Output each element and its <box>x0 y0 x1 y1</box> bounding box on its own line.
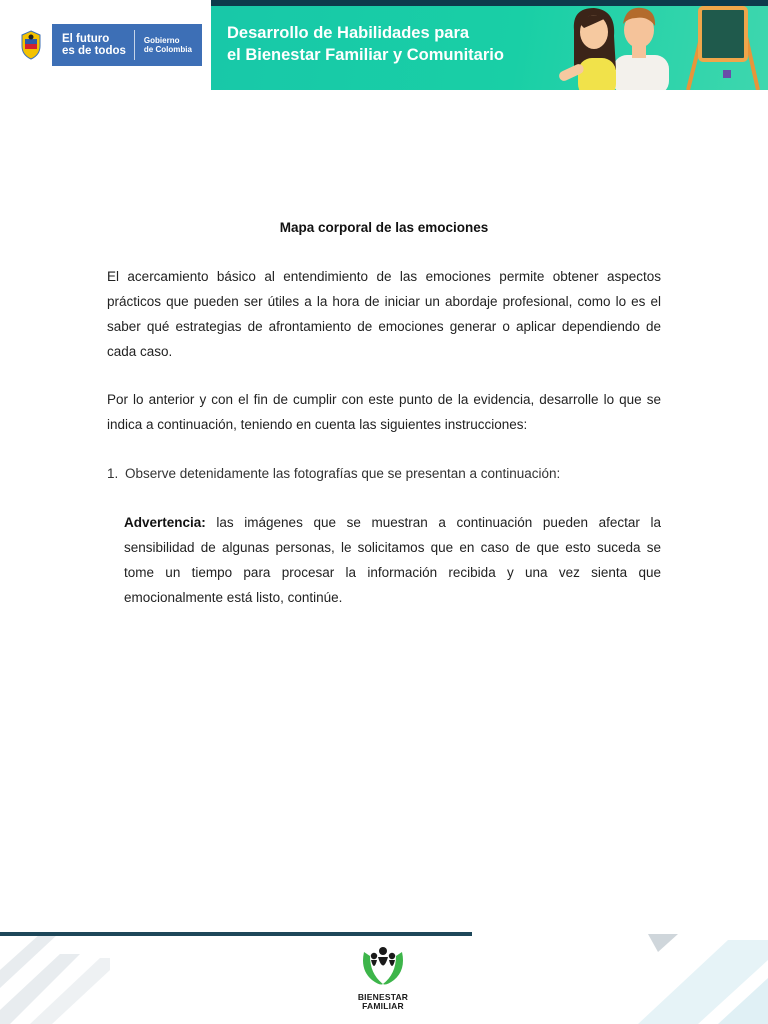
coat-of-arms-icon <box>10 24 52 66</box>
footer-left-decoration-icon <box>0 930 110 1024</box>
government-logo <box>10 24 202 66</box>
footer-line <box>0 932 472 936</box>
warning-paragraph <box>124 510 661 610</box>
warning-text: las imágenes que se muestran a continuación pueden afectar la sensibilidad de algunas personas, le solicitamos que en caso de que esto suceda se tome un tiempo para procesar la información recibida y una vez sienta que emocionalmente está listo, continúe. <box>124 515 661 605</box>
footer-right-decoration-icon <box>638 930 768 1024</box>
gov-tagline-line-2: es de todos <box>62 45 126 57</box>
intro-paragraph: El acercamiento básico al entendimiento de las emociones permite obtener aspectos prácticos que pueden ser útiles a la hora de iniciar un abordaje profesional, como lo es el saber qué estrategias de afrontamiento de emociones generar o aplicar dependiendo de cada caso. <box>107 269 661 359</box>
teachers-illustration-icon <box>518 0 768 90</box>
family-hands-icon <box>358 944 408 988</box>
banner-title-line-1: Desarrollo de Habilidades para <box>227 24 470 42</box>
bienestar-logo-line-1: BIENESTAR <box>357 992 409 1002</box>
gov-tagline-line-1: El futuro <box>62 33 110 45</box>
warning-label: Advertencia: <box>124 515 206 530</box>
course-banner <box>211 0 768 90</box>
list-item-text: Observe detenidamente las fotografías que se presentan a continuación: <box>125 466 561 481</box>
banner-title <box>227 22 504 66</box>
gov-name <box>135 36 192 54</box>
instructions-paragraph: Por lo anterior y con el fin de cumplir con este punto de la evidencia, desarrolle lo que se indica a continuación, teniendo en cuenta las siguientes instrucciones: <box>107 392 661 432</box>
banner-title-line-2: el Bienestar Familiar y Comunitario <box>227 46 504 64</box>
bienestar-logo-line-2: FAMILIAR <box>362 1001 404 1011</box>
bienestar-familiar-logo <box>350 944 416 1011</box>
gov-name-line-1: Gobierno <box>143 36 180 45</box>
gov-name-line-2: de Colombia <box>143 45 192 54</box>
list-item <box>107 461 560 486</box>
document-title: Mapa corporal de las emociones <box>279 220 489 235</box>
list-item-number: 1. <box>107 466 119 481</box>
gov-tagline <box>52 30 135 60</box>
